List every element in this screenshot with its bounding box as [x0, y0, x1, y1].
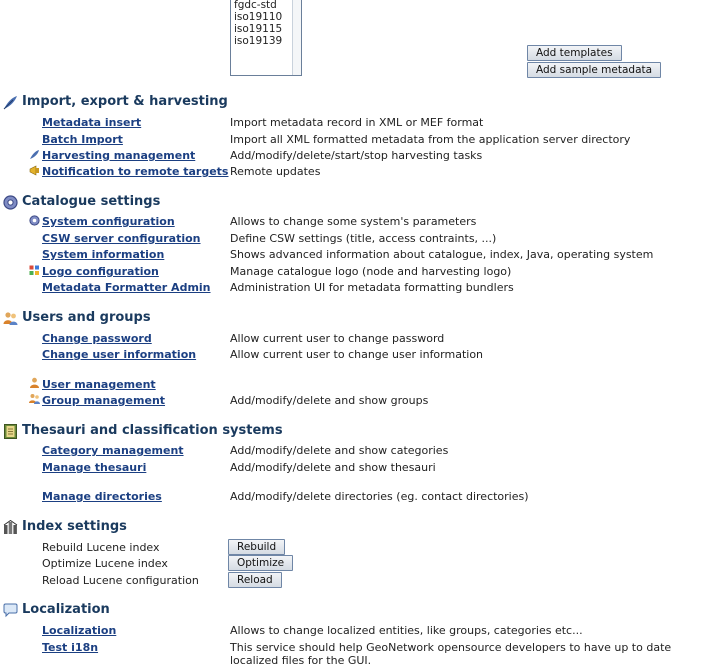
- system-information-desc: Shows advanced information about catalogue, index, Java, operating system: [230, 248, 654, 261]
- manage-thesauri-link[interactable]: Manage thesauri: [42, 461, 147, 474]
- change-password-desc: Allow current user to change password: [230, 332, 445, 345]
- notification-remote-targets-desc: Remote updates: [230, 165, 321, 178]
- book-icon: [3, 424, 18, 439]
- system-information-link[interactable]: System information: [42, 248, 165, 261]
- section-title-thesauri: Thesauri and classification systems: [22, 423, 283, 438]
- csw-server-configuration-link[interactable]: CSW server configuration: [42, 232, 201, 245]
- manage-thesauri-desc: Add/modify/delete and show thesauri: [230, 461, 436, 474]
- logo-configuration-link[interactable]: Logo configuration: [42, 265, 159, 278]
- section-title-users: Users and groups: [22, 310, 151, 325]
- section-title-localization: Localization: [22, 602, 110, 617]
- logo-configuration-desc: Manage catalogue logo (node and harvesting logo): [230, 265, 512, 278]
- gear-icon: [3, 195, 18, 210]
- metadata-formatter-admin-desc: Administration UI for metadata formatting bundlers: [230, 281, 514, 294]
- localization-link[interactable]: Localization: [42, 624, 117, 637]
- user-management-link[interactable]: User management: [42, 378, 156, 391]
- batch-import-link[interactable]: Batch Import: [42, 133, 123, 146]
- test-i18n-desc: This service should help GeoNetwork opensource developers to have up to date localized files for the GUI.: [230, 641, 672, 667]
- change-user-information-link[interactable]: Change user information: [42, 348, 197, 361]
- reload-button[interactable]: Reload: [228, 572, 282, 588]
- reload-configuration-label: Reload Lucene configuration: [42, 574, 199, 587]
- users-icon: [3, 311, 18, 326]
- speech-bubble-icon: [3, 603, 18, 618]
- feather-icon: [3, 95, 18, 110]
- batch-import-desc: Import all XML formatted metadata from the application server directory: [230, 133, 631, 146]
- notification-remote-targets-link[interactable]: Notification to remote targets: [42, 165, 229, 178]
- gear-icon: [29, 215, 40, 226]
- add-templates-button[interactable]: Add templates: [527, 45, 622, 61]
- category-management-desc: Add/modify/delete and show categories: [230, 444, 449, 457]
- group-management-desc: Add/modify/delete and show groups: [230, 394, 429, 407]
- logo-icon: [29, 265, 40, 276]
- system-configuration-desc: Allows to change some system's parameters: [230, 215, 477, 228]
- manage-directories-desc: Add/modify/delete directories (eg. contact directories): [230, 490, 529, 503]
- rebuild-button[interactable]: Rebuild: [228, 539, 285, 555]
- change-password-link[interactable]: Change password: [42, 332, 152, 345]
- system-configuration-link[interactable]: System configuration: [42, 215, 175, 228]
- add-sample-metadata-button[interactable]: Add sample metadata: [527, 62, 661, 78]
- megaphone-icon: [29, 165, 40, 176]
- section-title-catalogue: Catalogue settings: [22, 194, 161, 209]
- manage-directories-link[interactable]: Manage directories: [42, 490, 162, 503]
- harvesting-management-link[interactable]: Harvesting management: [42, 149, 196, 162]
- listbox-scrollbar[interactable]: [292, 0, 301, 75]
- feather-icon: [29, 149, 40, 160]
- template-option[interactable]: iso19139: [234, 35, 283, 47]
- templates-listbox[interactable]: [230, 0, 302, 76]
- group-management-link[interactable]: Group management: [42, 394, 166, 407]
- template-option[interactable]: fgdc-std: [234, 0, 277, 11]
- csw-server-configuration-desc: Define CSW settings (title, access contraints, ...): [230, 232, 497, 245]
- section-title-index: Index settings: [22, 519, 127, 534]
- category-management-link[interactable]: Category management: [42, 444, 184, 457]
- change-user-information-desc: Allow current user to change user information: [230, 348, 484, 361]
- template-option[interactable]: iso19115: [234, 23, 283, 35]
- rebuild-index-label: Rebuild Lucene index: [42, 541, 160, 554]
- localization-desc: Allows to change localized entities, like groups, categories etc...: [230, 624, 583, 637]
- group-icon: [29, 393, 40, 404]
- index-icon: [3, 520, 18, 535]
- test-i18n-link[interactable]: Test i18n: [42, 641, 99, 654]
- metadata-formatter-admin-link[interactable]: Metadata Formatter Admin: [42, 281, 211, 294]
- optimize-button[interactable]: Optimize: [228, 555, 293, 571]
- metadata-insert-link[interactable]: Metadata insert: [42, 116, 142, 129]
- section-title-import: Import, export & harvesting: [22, 94, 228, 109]
- harvesting-management-desc: Add/modify/delete/start/stop harvesting tasks: [230, 149, 483, 162]
- metadata-insert-desc: Import metadata record in XML or MEF format: [230, 116, 484, 129]
- template-option[interactable]: iso19110: [234, 11, 283, 23]
- optimize-index-label: Optimize Lucene index: [42, 557, 168, 570]
- user-icon: [29, 377, 40, 388]
